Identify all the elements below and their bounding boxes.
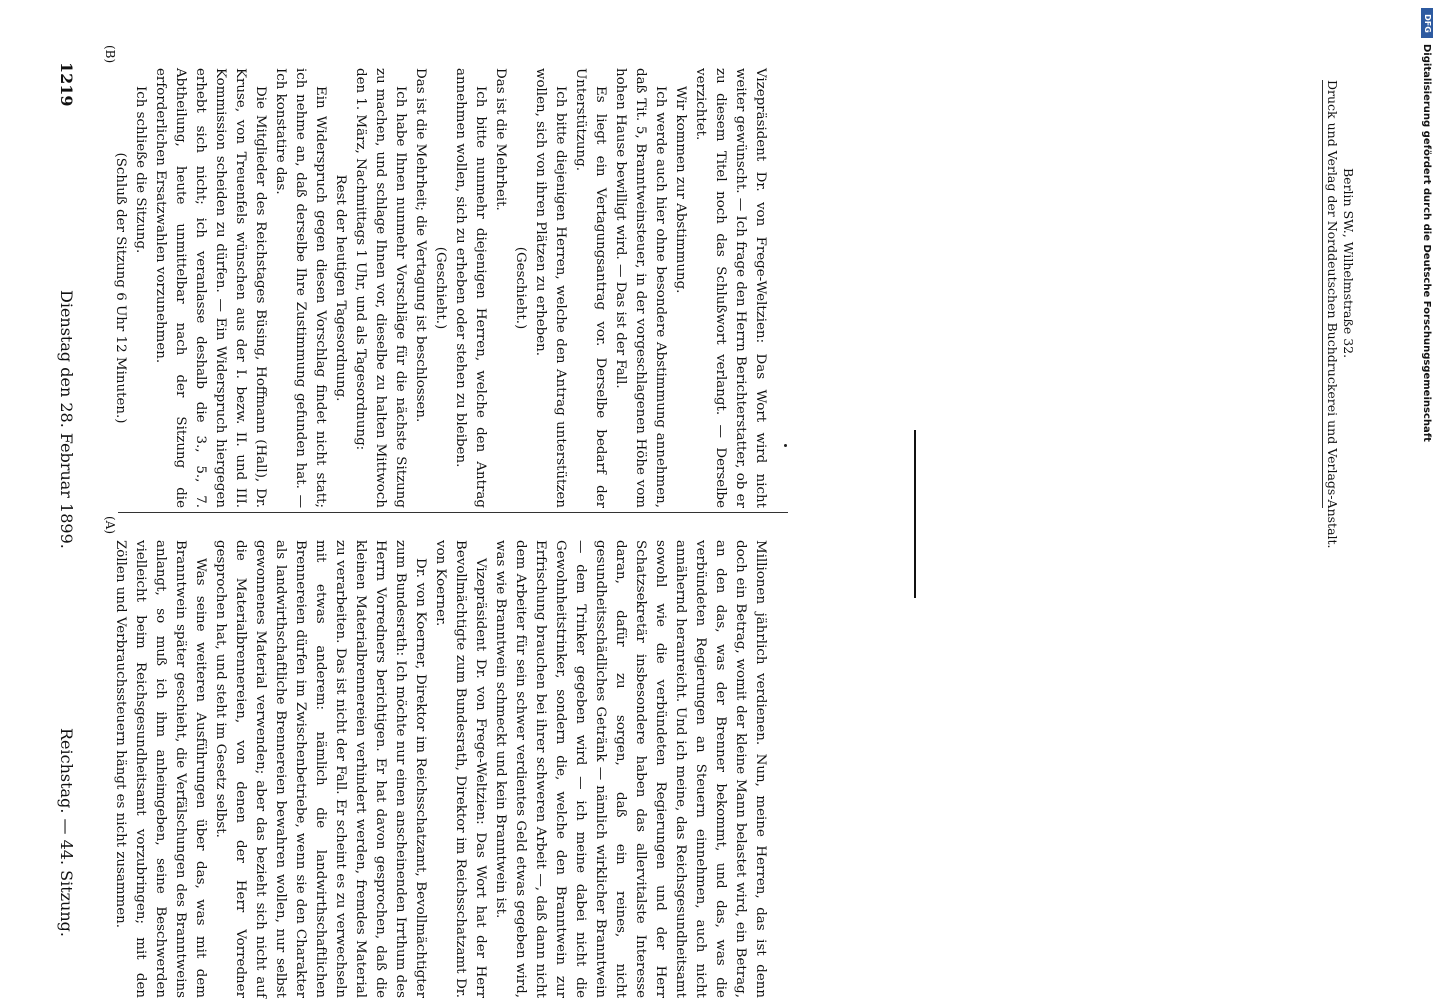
paragraph: Rest der heutigen Tagesordnung. (333, 174, 348, 402)
digitization-note: Digitalisierung gefördert durch die Deutsche Forschungsgemeinschaft (1421, 44, 1432, 442)
paragraph: Ich werde auch hier ohne besondere Abstimmung annehmen, daß Tit. 5, Branntweinsteuer, in der vorgeschlagenen Höhe vom hohen Hause bewilligt wird. — Das ist der Fall. (613, 68, 668, 508)
imprint-line-1: Druck und Verlag der Norddeutschen Buchdruckerei und Verlags-Anstalt. (1325, 80, 1340, 549)
column-separator (118, 512, 788, 513)
paragraph: Die Mitglieder des Reichstages Büsing, Hoffmann (Hall), Dr. Kruse, von Treuenfels wünschen aus der I. bezw. II. und III. Kommission scheiden zu dürfen. — Ein Widerspruch hiergegen erhebt sich nicht; ich veranlasse deshalb die 3., 5., 7. Abtheilung, heute unmittelbar nach der Sitzung die erforderlichen Ersatzwahlen vorzunehmen. (153, 68, 268, 508)
page-number: 1219 (57, 62, 76, 107)
imprint-line-2: Berlin SW., Wilhelmstraße 32. (1341, 168, 1356, 359)
paragraph: Das ist die Mehrheit. (493, 68, 508, 211)
imprint-rule (1322, 80, 1323, 508)
paragraph: Wir kommen zur Abstimmung. (673, 86, 688, 294)
paragraph: Es liegt ein Vertagungsantrag vor. Derselbe bedarf der Unterstützung. (573, 68, 608, 508)
page-header-date: Dienstag den 28. Februar 1899. (57, 290, 76, 549)
margin-mark-a: (A) (103, 516, 117, 535)
paragraph: (Schluß der Sitzung 6 Uhr 12 Minuten.) (113, 152, 128, 424)
paragraph: Vizepräsident Dr. von Frege-Weltzien: Das Wort hat der Herr Bevollmächtigte zum Bundesrath, Direktor im Reichsschatzamt Dr. von Koerner. (433, 540, 488, 998)
end-rule (914, 430, 916, 598)
page-header-left: Reichstag. — 44. Sitzung. (57, 728, 76, 937)
paragraph: Millionen jährlich verdienen. Nun, meine Herren, das ist denn doch ein Betrag, womit der kleine Mann belastet wird, ein Betrag, an den das, was der Brenner bekommt, und das, was die verbündeten Regierungen an Steuern einnehmen, auch nicht annähernd heranreicht. Und ich meine, das Reichsgesundheitsamt sowohl wie die verbündeten Regierungen und der Herr Schatzsekretär insbesondere haben das allervitalste Interesse daran, dafür zu sorgen, daß ein reines, nicht gesundheitsschädliches Getränk — nämlich wirklicher Branntwein — dem Trinker gegeben wird — ich meine dabei nicht die Gewohnheitstrinker, sondern die, welche den Branntwein zur Erfrischung brauchen bei ihrer schweren Arbeit —, daß dann nicht dem Arbeiter für sein schwer verdientes Geld etwas gegeben wird, was wie Branntwein schmeckt und kein Branntwein ist. (493, 540, 768, 998)
dfg-logo-text: DFG (1422, 13, 1432, 33)
paragraph: Ich schließe die Sitzung. (133, 86, 148, 254)
column-b (110, 68, 770, 508)
margin-mark-b: (B) (103, 45, 117, 64)
column-a (110, 540, 770, 998)
paragraph: Ich bitte nunmehr diejenigen Herren, welche den Antrag annehmen wollen, sich zu erheben oder stehen zu bleiben. (453, 68, 488, 508)
paragraph: (Geschieht.) (433, 246, 448, 330)
dfg-logo (1421, 8, 1433, 38)
paragraph: Ich habe Ihnen nunmehr Vorschläge für die nächste Sitzung zu machen, und schlage Ihnen vor, dieselbe zu halten Mittwoch den 1. März, Nachmittags 1 Uhr, und als Tagesordnung: (353, 68, 408, 508)
paragraph: (Geschieht.) (513, 246, 528, 330)
paragraph: Vizepräsident Dr. von Frege-Weltzien: Das Wort wird nicht weiter gewünscht. — Ich frage den Herrn Berichterstatter, ob er zu diesem Titel noch das Schlußwort verlangt. — Derselbe verzichtet. (693, 68, 768, 508)
ink-dot (784, 444, 787, 447)
paragraph: Was seine weiteren Ausführungen über das, was mit dem Branntwein später geschieht, die Verfälschungen des Branntweins anlangt, so muß ich ihm anheimgeben, seine Beschwerden vielleicht beim Reichsgesundheitsamt vorzubringen; mit den Zöllen und Verbrauchssteuern hängt es nicht zusammen. (113, 540, 208, 998)
paragraph: Ich bitte diejenigen Herren, welche den Antrag unterstützen wollen, sich von ihren Plätzen zu erheben. (533, 68, 568, 508)
paragraph: Das ist die Mehrheit; die Vertagung ist beschlossen. (413, 68, 428, 423)
paragraph: Ein Widerspruch gegen diesen Vorschlag findet nicht statt; ich nehme an, daß derselbe Ihre Zustimmung gefunden hat. — Ich konstatire das. (273, 68, 328, 508)
paragraph: Dr. von Koerner, Direktor im Reichsschatzamt, Bevollmächtigter zum Bundesrath: Ich möchte nur einen anscheinenden Irrthum des Herrn Vorredners berichtigen. Er hat davon gesprochen, daß die kleinen Materialbrennereien verhindert werden, fremdes Material zu verarbeiten. Das ist nicht der Fall. Er scheint es zu verwechseln mit etwas anderem: nämlich die landwirthschaftlichen Brennereien dürfen im Zwischenbetriebe, wenn sie den Charakter als landwirthschaftliche Brennereien bewahren wollen, nur selbst gewonnenes Material verwenden; aber das bezieht sich nicht auf die Materialbrennereien, von denen der Herr Vorredner gesprochen hat, und steht im Gesetz selbst. (213, 540, 428, 998)
